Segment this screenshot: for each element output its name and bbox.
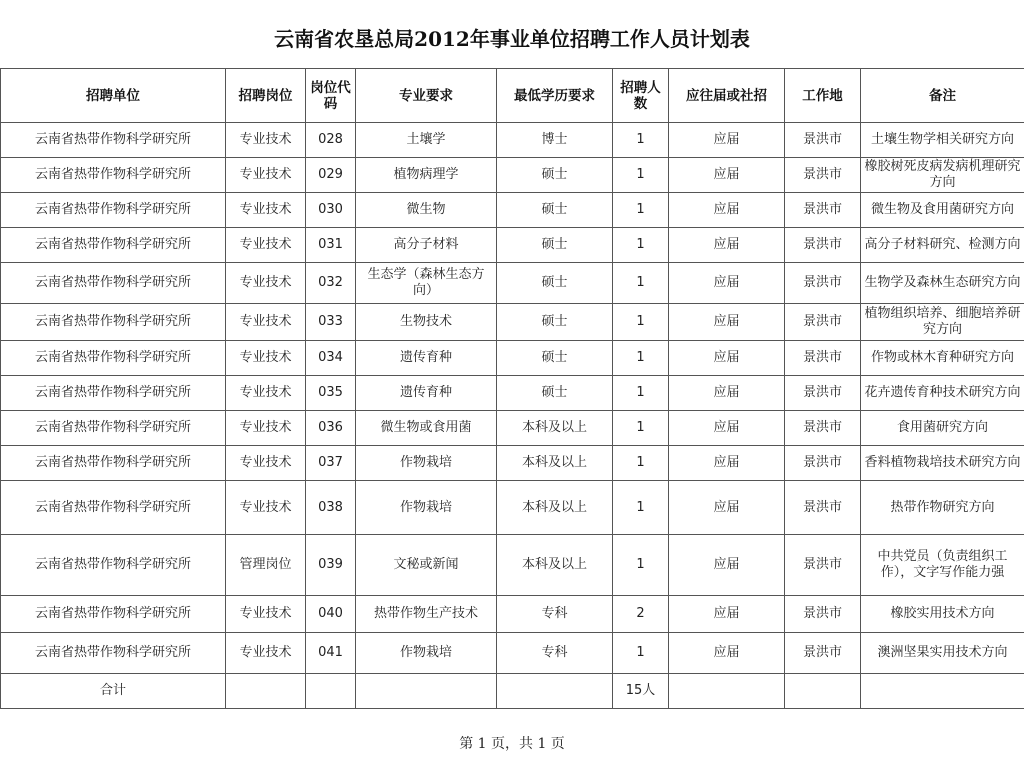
cell-education: 硕士	[497, 304, 613, 341]
cell-code: 040	[306, 596, 356, 633]
cell-location: 景洪市	[785, 123, 861, 158]
cell-type: 应届	[669, 596, 785, 633]
cell-post: 专业技术	[226, 228, 306, 263]
table-row	[1, 341, 1024, 376]
cell-post: 专业技术	[226, 596, 306, 633]
cell-count: 1	[613, 193, 669, 228]
table-row	[1, 263, 1024, 304]
cell-education: 本科及以上	[497, 411, 613, 446]
header-major: 专业要求	[356, 69, 497, 123]
cell-education: 硕士	[497, 193, 613, 228]
cell-post: 专业技术	[226, 193, 306, 228]
cell-education: 硕士	[497, 376, 613, 411]
cell-type: 应届	[669, 535, 785, 596]
page-title: 云南省农垦总局2012年事业单位招聘工作人员计划表	[274, 27, 750, 51]
cell-location: 景洪市	[785, 193, 861, 228]
cell-location: 景洪市	[785, 481, 861, 535]
table-row	[1, 193, 1024, 228]
cell-count: 1	[613, 123, 669, 158]
cell-post: 专业技术	[226, 446, 306, 481]
table-row	[1, 158, 1024, 193]
cell-type: 应届	[669, 376, 785, 411]
cell-note: 香料植物栽培技术研究方向	[861, 446, 1024, 481]
cell-major: 作物栽培	[356, 481, 497, 535]
cell-code: 036	[306, 411, 356, 446]
cell-note: 土壤生物学相关研究方向	[861, 123, 1024, 158]
header-count: 招聘人数	[613, 69, 669, 123]
cell-count: 1	[613, 228, 669, 263]
cell-code: 032	[306, 263, 356, 304]
cell-unit: 云南省热带作物科学研究所	[1, 263, 226, 304]
cell-note: 热带作物研究方向	[861, 481, 1024, 535]
cell-location: 景洪市	[785, 411, 861, 446]
cell-type: 应届	[669, 411, 785, 446]
total-label: 合计	[1, 674, 226, 709]
cell-code: 034	[306, 341, 356, 376]
table-row	[1, 376, 1024, 411]
cell-major: 作物栽培	[356, 633, 497, 674]
cell-note: 高分子材料研究、检测方向	[861, 228, 1024, 263]
cell-unit: 云南省热带作物科学研究所	[1, 596, 226, 633]
cell-major: 遗传育种	[356, 376, 497, 411]
cell-unit: 云南省热带作物科学研究所	[1, 376, 226, 411]
cell-note: 中共党员（负责组织工作），文字写作能力强	[861, 535, 1024, 596]
table-row	[1, 596, 1024, 633]
total-row	[1, 674, 1024, 709]
cell-education: 本科及以上	[497, 481, 613, 535]
total-count: 15人	[613, 674, 669, 709]
cell-unit: 云南省热带作物科学研究所	[1, 481, 226, 535]
cell-count: 1	[613, 376, 669, 411]
table-row	[1, 481, 1024, 535]
cell-code: 035	[306, 376, 356, 411]
cell-location: 景洪市	[785, 304, 861, 341]
cell-count: 1	[613, 341, 669, 376]
cell-major: 文秘或新闻	[356, 535, 497, 596]
total-empty-cell	[785, 674, 861, 709]
cell-education: 本科及以上	[497, 446, 613, 481]
cell-major: 遗传育种	[356, 341, 497, 376]
cell-post: 专业技术	[226, 481, 306, 535]
cell-education: 本科及以上	[497, 535, 613, 596]
cell-location: 景洪市	[785, 158, 861, 193]
cell-type: 应届	[669, 123, 785, 158]
cell-post: 专业技术	[226, 263, 306, 304]
cell-education: 专科	[497, 596, 613, 633]
cell-major: 高分子材料	[356, 228, 497, 263]
header-location: 工作地	[785, 69, 861, 123]
cell-code: 031	[306, 228, 356, 263]
cell-note: 微生物及食用菌研究方向	[861, 193, 1024, 228]
header-code: 岗位代码	[306, 69, 356, 123]
cell-post: 专业技术	[226, 158, 306, 193]
total-empty-cell	[669, 674, 785, 709]
cell-post: 管理岗位	[226, 535, 306, 596]
header-type: 应往届或社招	[669, 69, 785, 123]
cell-major: 植物病理学	[356, 158, 497, 193]
cell-note: 食用菌研究方向	[861, 411, 1024, 446]
cell-education: 硕士	[497, 228, 613, 263]
cell-count: 1	[613, 411, 669, 446]
total-empty-cell	[497, 674, 613, 709]
cell-type: 应届	[669, 341, 785, 376]
cell-unit: 云南省热带作物科学研究所	[1, 411, 226, 446]
cell-major: 微生物	[356, 193, 497, 228]
cell-post: 专业技术	[226, 411, 306, 446]
cell-location: 景洪市	[785, 263, 861, 304]
cell-code: 038	[306, 481, 356, 535]
cell-major: 生态学（森林生态方向）	[356, 263, 497, 304]
cell-note: 橡胶实用技术方向	[861, 596, 1024, 633]
cell-code: 039	[306, 535, 356, 596]
cell-location: 景洪市	[785, 596, 861, 633]
header-education: 最低学历要求	[497, 69, 613, 123]
cell-count: 1	[613, 535, 669, 596]
cell-code: 028	[306, 123, 356, 158]
cell-post: 专业技术	[226, 304, 306, 341]
cell-unit: 云南省热带作物科学研究所	[1, 633, 226, 674]
cell-code: 030	[306, 193, 356, 228]
cell-count: 1	[613, 481, 669, 535]
cell-unit: 云南省热带作物科学研究所	[1, 193, 226, 228]
table-header-row	[1, 69, 1024, 123]
cell-note: 生物学及森林生态研究方向	[861, 263, 1024, 304]
table-row	[1, 304, 1024, 341]
cell-education: 硕士	[497, 263, 613, 304]
total-empty-cell	[861, 674, 1024, 709]
total-empty-cell	[356, 674, 497, 709]
cell-major: 生物技术	[356, 304, 497, 341]
cell-major: 微生物或食用菌	[356, 411, 497, 446]
table-row	[1, 446, 1024, 481]
cell-unit: 云南省热带作物科学研究所	[1, 123, 226, 158]
cell-location: 景洪市	[785, 228, 861, 263]
cell-count: 1	[613, 304, 669, 341]
total-empty-cell	[226, 674, 306, 709]
cell-post: 专业技术	[226, 123, 306, 158]
cell-code: 029	[306, 158, 356, 193]
cell-education: 硕士	[497, 341, 613, 376]
cell-note: 花卉遗传育种技术研究方向	[861, 376, 1024, 411]
cell-code: 041	[306, 633, 356, 674]
cell-unit: 云南省热带作物科学研究所	[1, 341, 226, 376]
header-post: 招聘岗位	[226, 69, 306, 123]
cell-education: 博士	[497, 123, 613, 158]
cell-unit: 云南省热带作物科学研究所	[1, 304, 226, 341]
cell-post: 专业技术	[226, 633, 306, 674]
cell-location: 景洪市	[785, 633, 861, 674]
cell-count: 1	[613, 633, 669, 674]
cell-note: 澳洲坚果实用技术方向	[861, 633, 1024, 674]
cell-major: 作物栽培	[356, 446, 497, 481]
table-row	[1, 411, 1024, 446]
cell-count: 2	[613, 596, 669, 633]
cell-location: 景洪市	[785, 341, 861, 376]
cell-location: 景洪市	[785, 376, 861, 411]
recruitment-plan-table	[0, 68, 1024, 709]
page-footer: 第 1 页，共 1 页	[459, 736, 565, 752]
cell-code: 037	[306, 446, 356, 481]
cell-location: 景洪市	[785, 446, 861, 481]
cell-type: 应届	[669, 263, 785, 304]
cell-unit: 云南省热带作物科学研究所	[1, 535, 226, 596]
table-row	[1, 123, 1024, 158]
cell-code: 033	[306, 304, 356, 341]
cell-location: 景洪市	[785, 535, 861, 596]
cell-type: 应届	[669, 158, 785, 193]
cell-unit: 云南省热带作物科学研究所	[1, 158, 226, 193]
header-note: 备注	[861, 69, 1024, 123]
cell-count: 1	[613, 446, 669, 481]
cell-type: 应届	[669, 228, 785, 263]
cell-unit: 云南省热带作物科学研究所	[1, 446, 226, 481]
table-row	[1, 535, 1024, 596]
cell-note: 植物组织培养、细胞培养研究方向	[861, 304, 1024, 341]
cell-education: 硕士	[497, 158, 613, 193]
cell-count: 1	[613, 158, 669, 193]
cell-type: 应届	[669, 633, 785, 674]
table-row	[1, 633, 1024, 674]
cell-note: 橡胶树死皮病发病机理研究方向	[861, 158, 1024, 193]
cell-major: 土壤学	[356, 123, 497, 158]
cell-type: 应届	[669, 304, 785, 341]
cell-type: 应届	[669, 193, 785, 228]
total-empty-cell	[306, 674, 356, 709]
cell-post: 专业技术	[226, 341, 306, 376]
cell-type: 应届	[669, 446, 785, 481]
cell-post: 专业技术	[226, 376, 306, 411]
cell-education: 专科	[497, 633, 613, 674]
cell-note: 作物或林木育种研究方向	[861, 341, 1024, 376]
cell-type: 应届	[669, 481, 785, 535]
header-unit: 招聘单位	[1, 69, 226, 123]
cell-major: 热带作物生产技术	[356, 596, 497, 633]
cell-count: 1	[613, 263, 669, 304]
table-row	[1, 228, 1024, 263]
cell-unit: 云南省热带作物科学研究所	[1, 228, 226, 263]
